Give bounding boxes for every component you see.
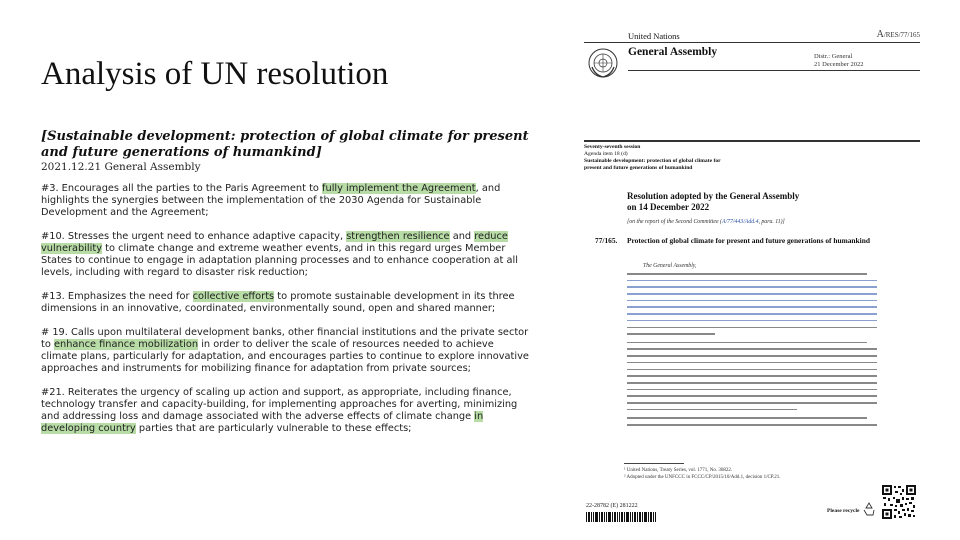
excerpt-text: to climate change and extreme weather events, and in this regard urges Member States to continue to engage in adaptation planning processes and to enhance cooperation at all levels, including with regard to disaster risk reduction; — [41, 243, 518, 278]
excerpt-text: parties that are particularly vulnerable to these effects; — [135, 423, 412, 434]
distr-line: Distr.: General — [814, 53, 853, 60]
un-resolution-page — [584, 22, 920, 530]
symbol-prefix: A — [876, 29, 884, 40]
committee-reference: [on the report of the Second Committee (A/77/443/Add.4, para. 11)] — [627, 219, 785, 225]
excerpt-text: in order to deliver the scale of resources needed to achieve climate plans, particularly for adaptation, and encourages parties to continue to explore innovative approaches and instruments for mobilizing finance for adaptation from private sources; — [41, 339, 529, 374]
committee-report-link[interactable]: A/77/443/Add.4 — [721, 219, 759, 225]
excerpt-paragraph — [41, 291, 529, 315]
resolution-subtitle: [Sustainable development: protection of global climate for present and future generations of humankind] — [41, 129, 529, 160]
highlighted-phrase: collective efforts — [192, 291, 275, 302]
slide-title: Analysis of UN resolution — [41, 56, 389, 92]
recycle-icon — [862, 502, 876, 516]
agenda-line: Agenda item 18 (d) — [584, 151, 628, 157]
agenda-title-cont: present and future generations of humankind — [584, 165, 693, 171]
header-org: United Nations — [628, 31, 680, 41]
session-line: Seventy-seventh session — [584, 144, 641, 150]
resolution-title: Protection of global climate for present and future generations of humankind — [627, 236, 870, 245]
excerpt-text: and — [449, 231, 475, 242]
header-rule — [584, 42, 920, 43]
highlighted-phrase: in developing country — [41, 411, 484, 434]
title-rule — [628, 70, 920, 71]
barcode-icon — [586, 512, 656, 522]
highlighted-phrase: reduce vulnerability — [41, 231, 508, 254]
excerpt-text: # 19. Calls upon multilateral development banks, other financial institutions and the private sector to — [41, 327, 529, 350]
highlighted-phrase: enhance finance mobilization — [53, 339, 199, 350]
distr-date: 21 December 2022 — [814, 61, 864, 68]
preamble-opening: The General Assembly, — [643, 263, 697, 269]
resolution-heading: Resolution adopted by the General Assembly on 14 December 2022 — [627, 191, 800, 212]
resolution-excerpts — [41, 183, 529, 447]
excerpt-paragraph — [41, 183, 529, 219]
footnote-rule — [624, 463, 684, 464]
excerpt-paragraph — [41, 327, 529, 375]
un-emblem-icon — [587, 47, 619, 79]
symbol-rest: /RES/77/165 — [883, 31, 920, 39]
session-rule — [584, 140, 920, 142]
excerpt-paragraph — [41, 387, 529, 435]
body-name: General Assembly — [628, 46, 718, 58]
excerpt-text: #13. Emphasizes the need for — [41, 291, 193, 302]
excerpt-text: #3. Encourages all the parties to the Paris Agreement to — [41, 183, 323, 194]
excerpt-text: to promote sustainable development in its three dimensions in an innovative, coordinated, environmentally sound, open and shared manner; — [41, 291, 515, 314]
date-line: 2021.12.21 General Assembly — [41, 161, 201, 173]
excerpt-text: #10. Stresses the urgent need to enhance adaptive capacity, — [41, 231, 347, 242]
resolution-number: 77/165. — [595, 236, 618, 245]
excerpt-text: , and highlights the synergies between the implementation of the 2030 Agenda for Sustainable Development and the Agreement; — [41, 183, 501, 218]
document-number: 22-28782 (E) 281222 — [586, 503, 638, 509]
footnote: ¹ United Nations, Treaty Series, vol. 1771, No. 30822. — [624, 468, 733, 473]
document-symbol — [877, 29, 920, 40]
highlighted-phrase: strengthen resilience — [346, 231, 450, 242]
excerpt-text: #21. Reiterates the urgency of scaling up action and support, as appropriate, including finance, technology transfer and capacity-building, for implementing approaches for averting, minimizing and addressing loss and damage associated with the adverse effects of climate change — [41, 387, 518, 422]
agenda-title: Sustainable development: protection of global climate for — [584, 158, 721, 164]
distribution-info — [814, 53, 863, 69]
session-info — [584, 144, 784, 172]
recycle-label: Please recycle — [827, 508, 860, 514]
highlighted-phrase: fully implement the Agreement — [322, 183, 476, 194]
resolution-body-text — [627, 273, 877, 431]
excerpt-paragraph — [41, 231, 529, 279]
qr-code-icon — [881, 484, 917, 520]
footnotes — [624, 467, 884, 481]
footnote: ² Adopted under the UNFCCC in FCCC/CP/2015/10/Add.1, decision 1/CP.21. — [624, 475, 781, 480]
